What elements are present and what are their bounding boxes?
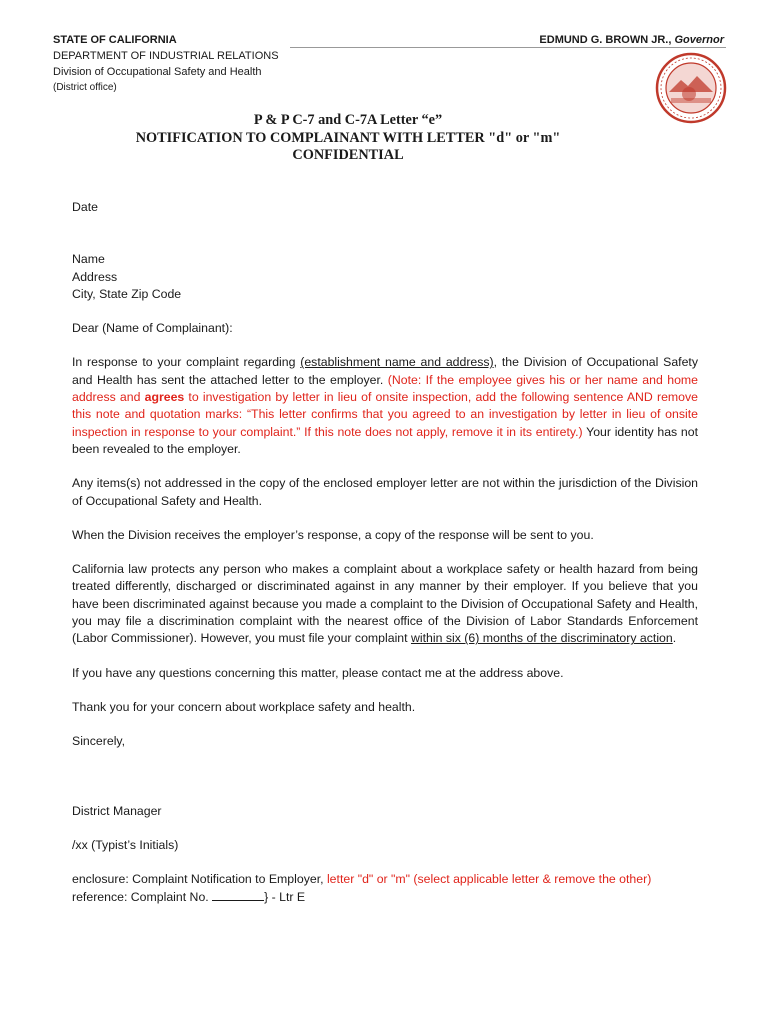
governor-line — [539, 32, 724, 48]
division-name: Division of Occupational Safety and Health — [53, 66, 262, 78]
note-agrees: agrees — [144, 390, 185, 405]
establishment-placeholder: (establishment name and address) — [300, 355, 494, 370]
p1-text-b: , the Division of Occupational Safety and Health has sent the attached letter to the employer. — [72, 355, 698, 387]
date-line: Date — [72, 200, 98, 214]
recipient-address: Address — [72, 269, 118, 284]
paragraph-thanks: Thank you for your concern about workplace safety and health. — [72, 699, 416, 714]
note-text-b: to investigation by letter in lieu of onsite inspection, add the following sentence AND remove this note and quotation marks: “This letter confirms that you agreed to an investigation by letter in lieu of onsite inspection in response to your complaint.” If this note does not apply, remove it in its entirety.) — [72, 390, 698, 439]
paragraph-discrimination — [72, 561, 698, 647]
p4-deadline: within six (6) months of the discriminatory action — [410, 631, 673, 646]
letter-body — [72, 199, 698, 907]
paragraph-complaint — [72, 354, 698, 458]
reference-suffix: } - Ltr E — [264, 890, 306, 905]
letterhead-left — [53, 32, 279, 96]
reference-text: reference: Complaint No. — [72, 890, 213, 905]
complaint-number-blank — [212, 888, 264, 901]
title-line-3: CONFIDENTIAL — [292, 147, 404, 163]
recipient-name: Name — [72, 252, 105, 267]
recipient-block — [72, 251, 698, 303]
paragraph-response: When the Division receives the employer’s response, a copy of the response will be sent to you. — [72, 527, 594, 542]
state-name: STATE OF CALIFORNIA — [53, 34, 177, 46]
enclosure-text: enclosure: Complaint Notification to Employer, — [72, 872, 327, 887]
paragraph-questions: If you have any questions concerning this matter, please contact me at the address above. — [72, 665, 564, 680]
note-text-a: (Note: If the employee gives his or her name and home address and — [72, 372, 698, 405]
p1-text-c: Your identity has not been revealed to the employer. — [72, 424, 698, 456]
salutation: Dear (Name of Complainant): — [72, 321, 233, 336]
title-line-1: P & P C-7 and C-7A Letter “e” — [253, 112, 443, 128]
enclosure-note: letter "d" or "m" (select applicable letter & remove the other) — [326, 872, 652, 887]
typist-initials: /xx (Typist’s Initials) — [72, 837, 179, 852]
recipient-city: City, State Zip Code — [72, 286, 182, 301]
governor-title: Governor — [674, 34, 724, 46]
title-line-2: NOTIFICATION TO COMPLAINANT WITH LETTER "d" or "m" — [135, 129, 561, 146]
p4-text-a: California law protects any person who makes a complaint about a workplace safety or health hazard from being treated differently, discharged or discriminated against in any manner by their employer. If you believe that you have been discriminated against because you made a complaint to the Division of Occupational Safety and Health, you may file a discrimination complaint with the nearest office of the Division of Labor Standards Enforcement (Labor Commissioner). However, you must file your complaint — [72, 562, 698, 646]
governor-name: EDMUND G. BROWN JR., — [539, 34, 672, 46]
closing: Sincerely, — [72, 734, 126, 749]
reference-line — [72, 888, 698, 906]
department-name: DEPARTMENT OF INDUSTRIAL RELATIONS — [53, 50, 279, 62]
state-seal-icon — [655, 52, 727, 124]
signer-title: District Manager — [72, 803, 162, 818]
p1-text-a: In response to your complaint regarding — [72, 355, 301, 370]
district-office: (District office) — [53, 82, 117, 93]
p4-text-b: . — [672, 631, 677, 646]
letter-title — [60, 112, 636, 165]
enclosure-block — [72, 871, 698, 907]
paragraph-jurisdiction: Any items(s) not addressed in the copy of the enclosed employer letter are not within the jurisdiction of the Division of Occupational Safety and Health. — [72, 476, 698, 508]
enclosure-line — [72, 871, 698, 888]
